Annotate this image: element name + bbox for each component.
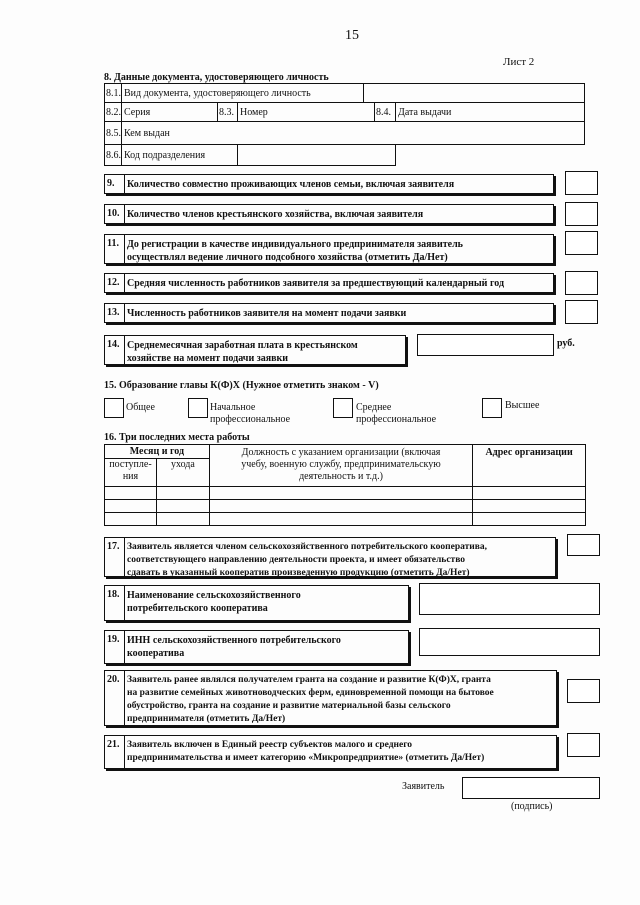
position-cell[interactable]: [209, 487, 472, 500]
entry-header: [105, 459, 157, 487]
row-8-4-num-cell: [374, 102, 396, 122]
q9-answer-box[interactable]: [565, 171, 598, 195]
q14-text: [127, 339, 402, 365]
q17-number: 17.: [105, 538, 125, 576]
edu-secondary-label-2: профессиональное: [356, 414, 437, 425]
doc-type-field[interactable]: [363, 83, 585, 103]
q9-number: 9.: [105, 175, 125, 193]
address-header: [473, 445, 586, 487]
q20-line3: обустройство, гранта на создание и развитие материальной базы сельского: [127, 701, 451, 711]
position-header-line1: Должность с указанием организации (включая: [241, 447, 441, 458]
q20-number: 20.: [105, 671, 125, 725]
entry-cell[interactable]: [105, 500, 157, 513]
edu-primary-label-1: Начальное: [210, 402, 256, 413]
q19-text: [127, 634, 405, 660]
edu-primary-label-2: профессиональное: [210, 414, 291, 425]
q20-row: [104, 670, 557, 726]
q11-row: [104, 234, 554, 264]
q14-salary-field[interactable]: [417, 334, 554, 356]
month-year-header-text: Месяц и год: [129, 446, 185, 457]
address-cell[interactable]: [473, 500, 586, 513]
address-header-text: Адрес организации: [485, 447, 573, 458]
signature-caption: (подпись): [511, 801, 553, 812]
q21-line1: Заявитель включен в Единый реестр субъектов малого и среднего: [127, 740, 413, 750]
row-8-4-label: Дата выдачи: [398, 107, 452, 118]
row-8-2-num: 8.2.: [106, 107, 121, 118]
row-8-3-label: Номер: [240, 107, 268, 118]
q12-row: [104, 273, 554, 293]
edu-general-label: Общее: [126, 402, 155, 413]
q16-title: 16. Три последних места работы: [104, 432, 250, 443]
q18-line1: Наименование сельскохозяйственного: [127, 590, 301, 601]
row-8-6-num-cell: [104, 144, 122, 166]
q10-row: [104, 204, 554, 224]
issued-by-field[interactable]: [121, 121, 585, 145]
address-cell[interactable]: [473, 513, 586, 526]
position-header: [209, 445, 472, 487]
row-8-3-num-cell: [217, 102, 238, 122]
signature-field[interactable]: [462, 777, 600, 799]
q21-answer-box[interactable]: [567, 733, 600, 757]
q17-answer-box[interactable]: [567, 534, 600, 556]
row-8-2-num-cell: [104, 102, 122, 122]
q10-text: Количество членов крестьянского хозяйства, включая заявителя: [127, 209, 424, 220]
edu-primary-checkbox[interactable]: [188, 398, 208, 418]
edu-secondary-checkbox[interactable]: [333, 398, 353, 418]
q19-line2: кооператива: [127, 648, 185, 659]
row-8-1-num: 8.1.: [106, 88, 121, 99]
q17-line3: сдавать в указанный кооператив произведенную продукцию (отметить Да/Нет): [127, 568, 470, 578]
edu-higher-checkbox[interactable]: [482, 398, 502, 418]
q18-line2: потребительского кооператива: [127, 603, 268, 614]
leave-cell[interactable]: [156, 500, 209, 513]
entry-cell[interactable]: [105, 513, 157, 526]
leave-header: [156, 459, 209, 487]
q19-row: [104, 630, 409, 664]
row-8-4-num: 8.4.: [376, 107, 391, 118]
row-8-5-num: 8.5.: [106, 128, 121, 139]
q14-line1: Среднемесячная заработная плата в крестьянском: [127, 340, 358, 351]
q20-text: [127, 674, 553, 726]
position-cell[interactable]: [209, 513, 472, 526]
leave-cell[interactable]: [156, 487, 209, 500]
q21-text: [127, 739, 553, 765]
q13-text: Численность работников заявителя на момент подачи заявки: [127, 308, 407, 319]
q21-row: [104, 735, 557, 769]
q20-line1: Заявитель ранее являлся получателем гранта на создание и развитие К(Ф)Х, гранта: [127, 675, 491, 685]
row-8-5-label: Кем выдан: [124, 128, 170, 139]
row-8-1-num-cell: [104, 83, 122, 103]
edu-higher-label: Высшее: [505, 400, 540, 411]
row-8-1-label: Вид документа, удостоверяющего личность: [124, 88, 311, 99]
q12-number: 12.: [105, 274, 125, 292]
leave-cell[interactable]: [156, 513, 209, 526]
division-code-field[interactable]: [237, 144, 396, 166]
q11-line2: осуществлял ведение личного подсобного хозяйства (отметить Да/Нет): [127, 252, 448, 263]
q17-line2: соответствующего направлению деятельности проекта, и имеет обязательство: [127, 555, 466, 565]
issue-date-field[interactable]: [395, 102, 585, 122]
q13-row: [104, 303, 554, 323]
row-8-6-label-cell: [121, 144, 238, 166]
q17-row: [104, 537, 556, 577]
q19-number: 19.: [105, 631, 125, 663]
q9-text: Количество совместно проживающих членов семьи, включая заявителя: [127, 179, 455, 190]
q14-row: [104, 335, 406, 365]
q11-number: 11.: [105, 235, 125, 263]
row-8-5-num-cell: [104, 121, 122, 145]
q20-line2: на развитие семейных животноводческих ферм, единовременной помощи на бытовое: [127, 688, 494, 698]
page-number: 15: [345, 28, 359, 43]
q12-text: Средняя численность работников заявителя за предшествующий календарный год: [127, 278, 505, 289]
q11-text: [127, 238, 550, 264]
q11-answer-box[interactable]: [565, 231, 598, 255]
row-8-6-label: Код подразделения: [124, 150, 206, 161]
q10-answer-box[interactable]: [565, 202, 598, 226]
edu-general-checkbox[interactable]: [104, 398, 124, 418]
q9-row: [104, 174, 554, 194]
position-header-line2: учебу, военную службу, предпринимательскую: [241, 459, 441, 470]
row-8-2-label: Серия: [124, 107, 151, 118]
q18-coop-name-field[interactable]: [419, 583, 600, 615]
sheet-label: Лист 2: [503, 56, 535, 68]
table-row: [105, 513, 586, 526]
table-row: [105, 487, 586, 500]
q21-number: 21.: [105, 736, 125, 768]
entry-cell[interactable]: [105, 487, 157, 500]
address-cell[interactable]: [473, 487, 586, 500]
entry-header-line1: поступле-: [109, 459, 152, 470]
q18-row: [104, 585, 409, 621]
q21-line2: предпринимательства и имеет категорию «Микропредприятие» (отметить Да/Нет): [127, 753, 485, 763]
row-8-1-label-cell: [121, 83, 364, 103]
q18-number: 18.: [105, 586, 125, 620]
q12-answer-box[interactable]: [565, 271, 598, 295]
entry-header-line2: ния: [122, 471, 139, 482]
series-field[interactable]: [121, 102, 218, 122]
q13-number: 13.: [105, 304, 125, 322]
position-header-line3: деятельность и т.д.): [299, 471, 383, 482]
work-history-table: [104, 444, 586, 526]
signature-label: Заявитель: [402, 781, 445, 792]
section8-title: 8. Данные документа, удостоверяющего личность: [104, 72, 329, 83]
row-8-6-num: 8.6.: [106, 150, 121, 161]
edu-secondary-label-1: Среднее: [356, 402, 392, 413]
q15-title: 15. Образование главы К(Ф)Х (Нужное отметить знаком - V): [104, 380, 379, 391]
q17-text: [127, 541, 552, 580]
q17-line1: Заявитель является членом сельскохозяйственного потребительского кооператива,: [127, 542, 488, 552]
leave-header-text: ухода: [170, 459, 195, 470]
q19-inn-field[interactable]: [419, 628, 600, 656]
position-cell[interactable]: [209, 500, 472, 513]
q20-line4: предпринимателя (отметить Да/Нет): [127, 714, 286, 724]
q14-line2: хозяйстве на момент подачи заявки: [127, 353, 289, 364]
q10-number: 10.: [105, 205, 125, 223]
q14-number: 14.: [105, 336, 125, 364]
q18-text: [127, 589, 405, 615]
number-field[interactable]: [237, 102, 375, 122]
table-row: [105, 500, 586, 513]
q19-line1: ИНН сельскохозяйственного потребительского: [127, 635, 341, 646]
q11-line1: До регистрации в качестве индивидуального предпринимателя заявитель: [127, 239, 463, 250]
q20-answer-box[interactable]: [567, 679, 600, 703]
q13-answer-box[interactable]: [565, 300, 598, 324]
row-8-3-num: 8.3.: [219, 107, 234, 118]
month-year-header: [105, 445, 210, 459]
q14-unit: руб.: [557, 338, 575, 349]
